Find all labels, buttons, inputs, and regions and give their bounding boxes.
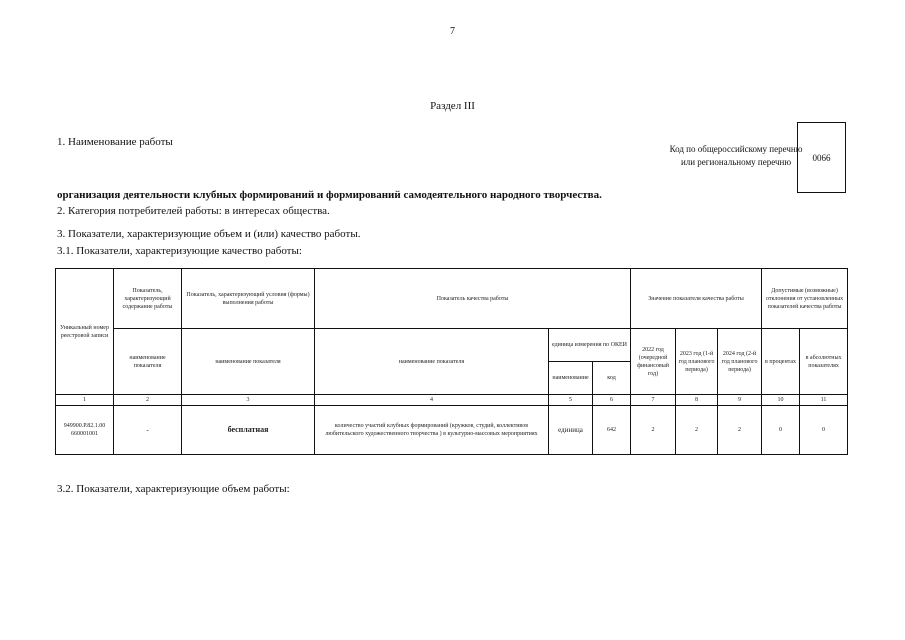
section-title: Раздел III	[430, 100, 475, 112]
header-indicator-name: наименование показателя	[114, 329, 182, 395]
column-number: 11	[800, 395, 848, 406]
header-unique-number: Уникальный номер реестровой записи	[56, 269, 114, 395]
header-quality-indicator: Показатель качества работы	[315, 269, 631, 329]
work-name: организация деятельности клубных формирований и формирований самодеятельного народного творчества.	[57, 189, 602, 201]
table-row	[56, 406, 848, 455]
header-conditions-indicator: Показатель, характеризующий условия (формы) выполнения работы	[182, 269, 315, 329]
header-indicator-name: наименование показателя	[182, 329, 315, 395]
column-number: 3	[182, 395, 315, 406]
header-percent: в процентах	[762, 329, 800, 395]
column-number: 1	[56, 395, 114, 406]
header-unit-code: код	[593, 362, 631, 395]
quality-heading: 3.1. Показатели, характеризующие качество работы:	[57, 245, 302, 257]
volume-heading: 3.2. Показатели, характеризующие объем работы:	[57, 483, 290, 495]
quality-table	[55, 268, 848, 455]
header-unit-name: наименование	[549, 362, 593, 395]
header-year-2023: 2023 год (1-й год планового периода)	[676, 329, 718, 395]
column-number: 10	[762, 395, 800, 406]
header-indicator-name: наименование показателя	[315, 329, 549, 395]
code-label: Код по общероссийскому перечню или региональному перечню	[669, 144, 803, 167]
value-2023: 2	[676, 406, 718, 455]
header-year-2024: 2024 год (2-й год планового периода)	[718, 329, 762, 395]
work-name-label: 1. Наименование работы	[57, 136, 173, 148]
code-value: 0066	[812, 152, 831, 163]
unit-name-value: единица	[549, 406, 593, 455]
column-number: 6	[593, 395, 631, 406]
column-number: 9	[718, 395, 762, 406]
condition-value: бесплатная	[182, 406, 315, 455]
code-box	[797, 122, 846, 193]
column-number: 4	[315, 395, 549, 406]
value-2024: 2	[718, 406, 762, 455]
page-number: 7	[450, 26, 455, 37]
content-value: -	[114, 406, 182, 455]
column-number-row	[56, 395, 848, 406]
header-deviation: Допустимые (возможные) отклонения от установленных показателей качества работы	[762, 269, 848, 329]
header-year-2022: 2022 год (очередной финансовый год)	[631, 329, 676, 395]
value-2022: 2	[631, 406, 676, 455]
deviation-absolute: 0	[800, 406, 848, 455]
indicators-heading: 3. Показатели, характеризующие объем и (или) качество работы.	[57, 228, 361, 240]
header-absolute: в абсолютных показателях	[800, 329, 848, 395]
deviation-percent: 0	[762, 406, 800, 455]
header-unit-okei: единица измерения по ОКЕИ	[549, 329, 631, 362]
column-number: 2	[114, 395, 182, 406]
registry-number: 949900.Р.82.1.00 660001001	[56, 406, 114, 455]
indicator-value: количество участий клубных формирований (кружков, студий, коллективов любительского художественного творчества ) в культурно-массовых мероприятиях	[315, 406, 549, 455]
column-number: 7	[631, 395, 676, 406]
header-content-indicator: Показатель, характеризующий содержание работы	[114, 269, 182, 329]
column-number: 8	[676, 395, 718, 406]
consumer-category: 2. Категория потребителей работы: в интересах общества.	[57, 205, 330, 217]
unit-code-value: 642	[593, 406, 631, 455]
column-number: 5	[549, 395, 593, 406]
header-quality-values: Значение показателя качества работы	[631, 269, 762, 329]
